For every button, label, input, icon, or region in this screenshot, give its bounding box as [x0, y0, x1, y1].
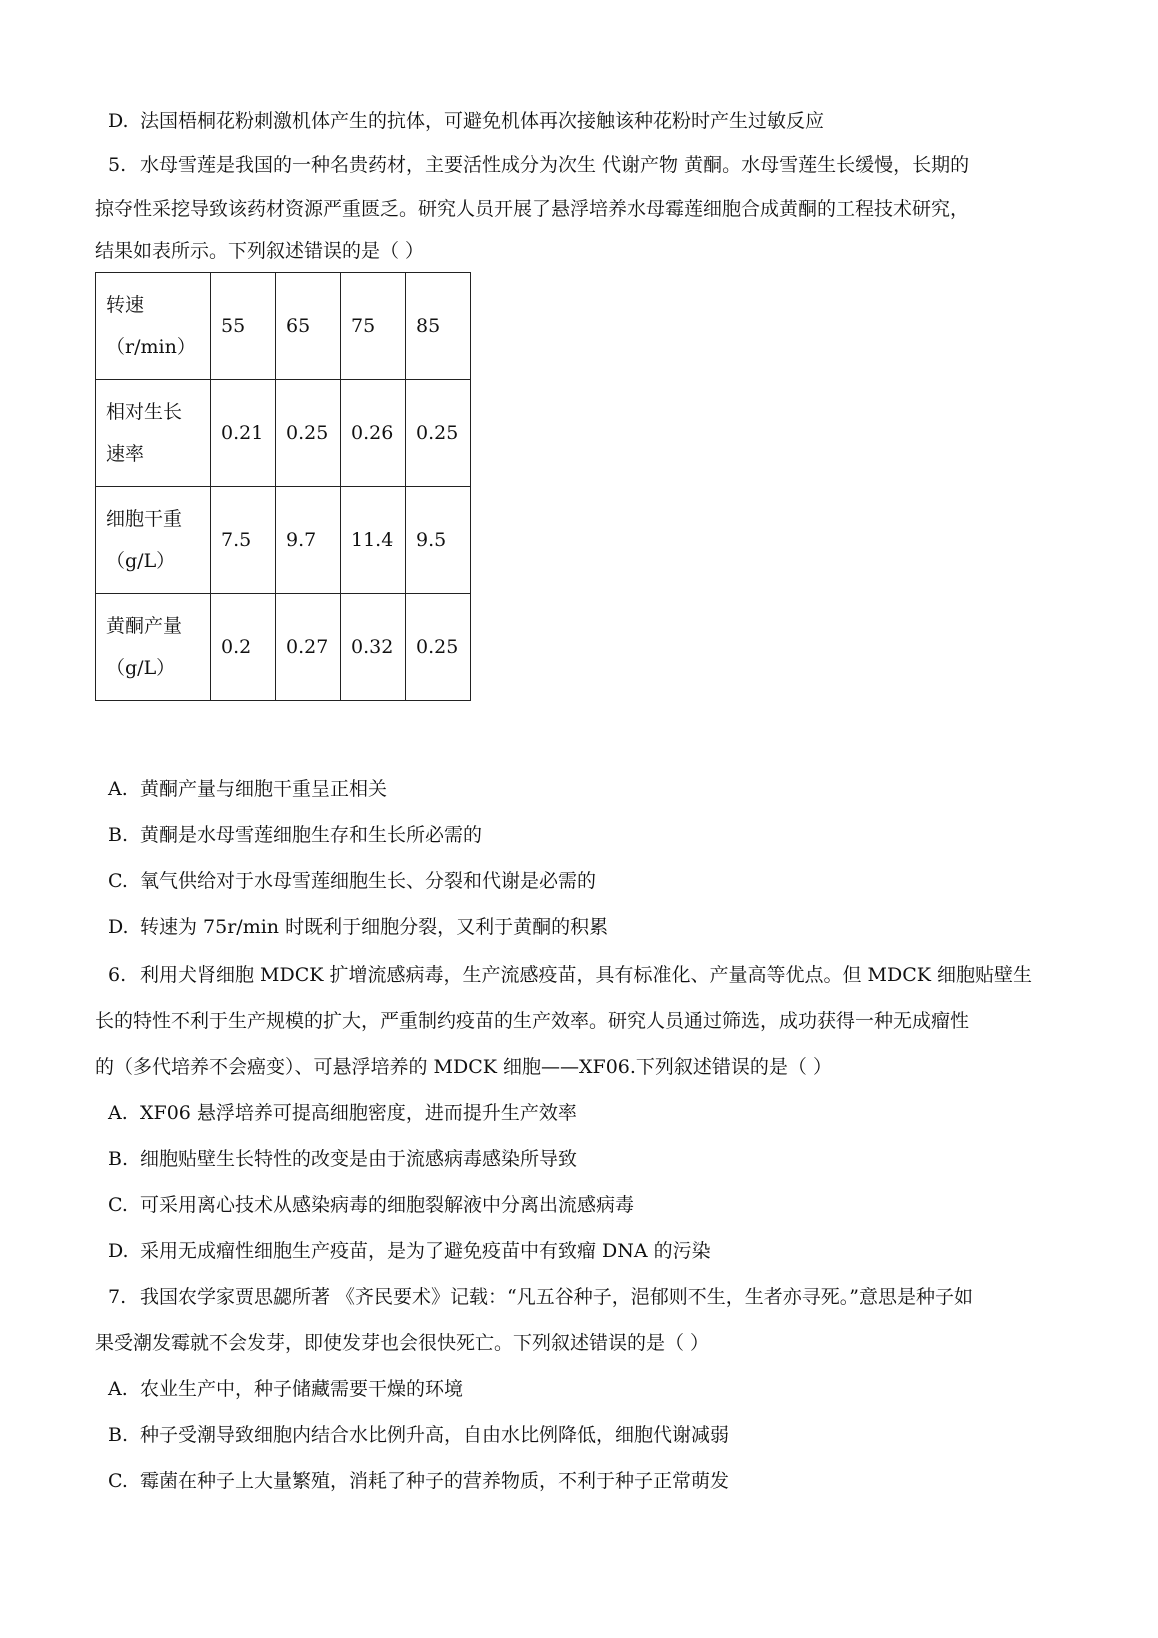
option-label: A.	[108, 1378, 128, 1400]
row-header-line2: （r/min）	[106, 336, 196, 358]
table-cell: 11.4	[341, 487, 406, 594]
option-label: A.	[108, 778, 128, 800]
option-text: 采用无成瘤性细胞生产疫苗，是为了避免疫苗中有致瘤 DNA 的污染	[140, 1240, 711, 1262]
option-text: 可采用离心技术从感染病毒的细胞裂解液中分离出流感病毒	[140, 1194, 635, 1216]
table-cell: 0.32	[341, 594, 406, 701]
option-label: D.	[108, 916, 129, 938]
option-text: 法国梧桐花粉刺激机体产生的抗体，可避免机体再次接触该种花粉时产生过敏反应	[140, 110, 825, 132]
prev-option-d	[108, 108, 824, 134]
row-header-line1: 黄酮产量	[106, 615, 183, 637]
option-text: 氧气供给对于水母雪莲细胞生长、分裂和代谢是必需的	[140, 870, 597, 892]
table-cell: 65	[276, 273, 341, 380]
table-cell: 0.25	[276, 380, 341, 487]
row-header	[96, 380, 211, 487]
row-header-line2: （g/L）	[106, 657, 176, 679]
option-label: C.	[108, 1194, 128, 1216]
q7-option-a	[108, 1376, 463, 1402]
table-cell: 75	[341, 273, 406, 380]
stem-text: 利用犬肾细胞 MDCK 扩增流感病毒，生产流感疫苗，具有标准化、产量高等优点。但 MDCK 细胞贴壁生	[140, 964, 1033, 986]
q7-stem-line2: 果受潮发霉就不会发芽，即使发芽也会很快死亡。下列叙述错误的是（ ）	[95, 1332, 710, 1354]
option-text: 细胞贴壁生长特性的改变是由于流感病毒感染所导致	[140, 1148, 578, 1170]
row-header	[96, 487, 211, 594]
option-text: 黄酮产量与细胞干重呈正相关	[140, 778, 388, 800]
question-number: 7.	[108, 1286, 127, 1308]
q5-stem-line3: 结果如表所示。下列叙述错误的是（ ）	[95, 240, 425, 262]
option-text: 黄酮是水母雪莲细胞生存和生长所必需的	[140, 824, 483, 846]
row-header-line1: 转速	[106, 294, 145, 316]
table-cell: 0.26	[341, 380, 406, 487]
q6-option-d	[108, 1238, 711, 1264]
row-header-line2: （g/L）	[106, 550, 176, 572]
option-text: 种子受潮导致细胞内结合水比例升高，自由水比例降低，细胞代谢减弱	[140, 1424, 730, 1446]
table-row	[96, 273, 471, 380]
table-cell: 0.25	[406, 380, 471, 487]
table-row	[96, 487, 471, 594]
option-label: C.	[108, 1470, 128, 1492]
q6-stem-line2: 长的特性不利于生产规模的扩大，严重制约疫苗的生产效率。研究人员通过筛选，成功获得一种无成瘤性	[95, 1010, 970, 1032]
option-label: D.	[108, 110, 129, 132]
table-cell: 9.7	[276, 487, 341, 594]
stem-text: 水母雪莲是我国的一种名贵药材，主要活性成分为次生 代谢产物 黄酮。水母雪莲生长缓慢，长期的	[140, 154, 970, 176]
option-text: 转速为 75r/min 时既利于细胞分裂，又利于黄酮的积累	[140, 916, 609, 938]
question-number: 5.	[108, 154, 127, 176]
option-text: 农业生产中，种子储藏需要干燥的环境	[140, 1378, 464, 1400]
table-cell: 85	[406, 273, 471, 380]
q5-option-b	[108, 822, 482, 848]
table-row	[96, 594, 471, 701]
row-header	[96, 273, 211, 380]
q5-stem-line2: 掠夺性采挖导致该药材资源严重匮乏。研究人员开展了悬浮培养水母霉莲细胞合成黄酮的工程技术研究，	[95, 198, 970, 220]
q7-stem-line1	[108, 1284, 973, 1310]
table-cell: 0.2	[211, 594, 276, 701]
row-header	[96, 594, 211, 701]
option-label: B.	[108, 824, 129, 846]
table-cell: 55	[211, 273, 276, 380]
stem-text: 我国农学家贾思勰所著 《齐民要术》记载：“凡五谷种子，浥郁则不生，生者亦寻死。”意思是种子如	[140, 1286, 973, 1308]
q5-data-table	[95, 272, 471, 701]
table-cell: 0.27	[276, 594, 341, 701]
table-cell: 0.25	[406, 594, 471, 701]
table-row	[96, 380, 471, 487]
option-label: D.	[108, 1240, 129, 1262]
option-text: XF06 悬浮培养可提高细胞密度，进而提升生产效率	[140, 1102, 577, 1124]
q7-option-c	[108, 1468, 729, 1494]
q5-option-a	[108, 776, 387, 802]
option-label: B.	[108, 1424, 129, 1446]
q6-option-b	[108, 1146, 577, 1172]
option-label: C.	[108, 870, 128, 892]
q5-option-d	[108, 914, 608, 940]
q6-option-a	[108, 1100, 577, 1126]
table-cell: 0.21	[211, 380, 276, 487]
row-header-line1: 相对生长	[106, 401, 183, 423]
q6-option-c	[108, 1192, 634, 1218]
option-label: A.	[108, 1102, 128, 1124]
table-cell: 7.5	[211, 487, 276, 594]
table-cell: 9.5	[406, 487, 471, 594]
row-header-line1: 细胞干重	[106, 508, 183, 530]
option-text: 霉菌在种子上大量繁殖，消耗了种子的营养物质，不利于种子正常萌发	[140, 1470, 730, 1492]
q6-stem-line1	[108, 962, 1032, 988]
row-header-line2: 速率	[106, 443, 145, 465]
q7-option-b	[108, 1422, 729, 1448]
question-number: 6.	[108, 964, 127, 986]
q6-stem-line3: 的（多代培养不会癌变）、可悬浮培养的 MDCK 细胞——XF06.下列叙述错误的是（ ）	[95, 1056, 832, 1078]
q5-stem-line1	[108, 152, 969, 178]
q5-option-c	[108, 868, 596, 894]
option-label: B.	[108, 1148, 129, 1170]
